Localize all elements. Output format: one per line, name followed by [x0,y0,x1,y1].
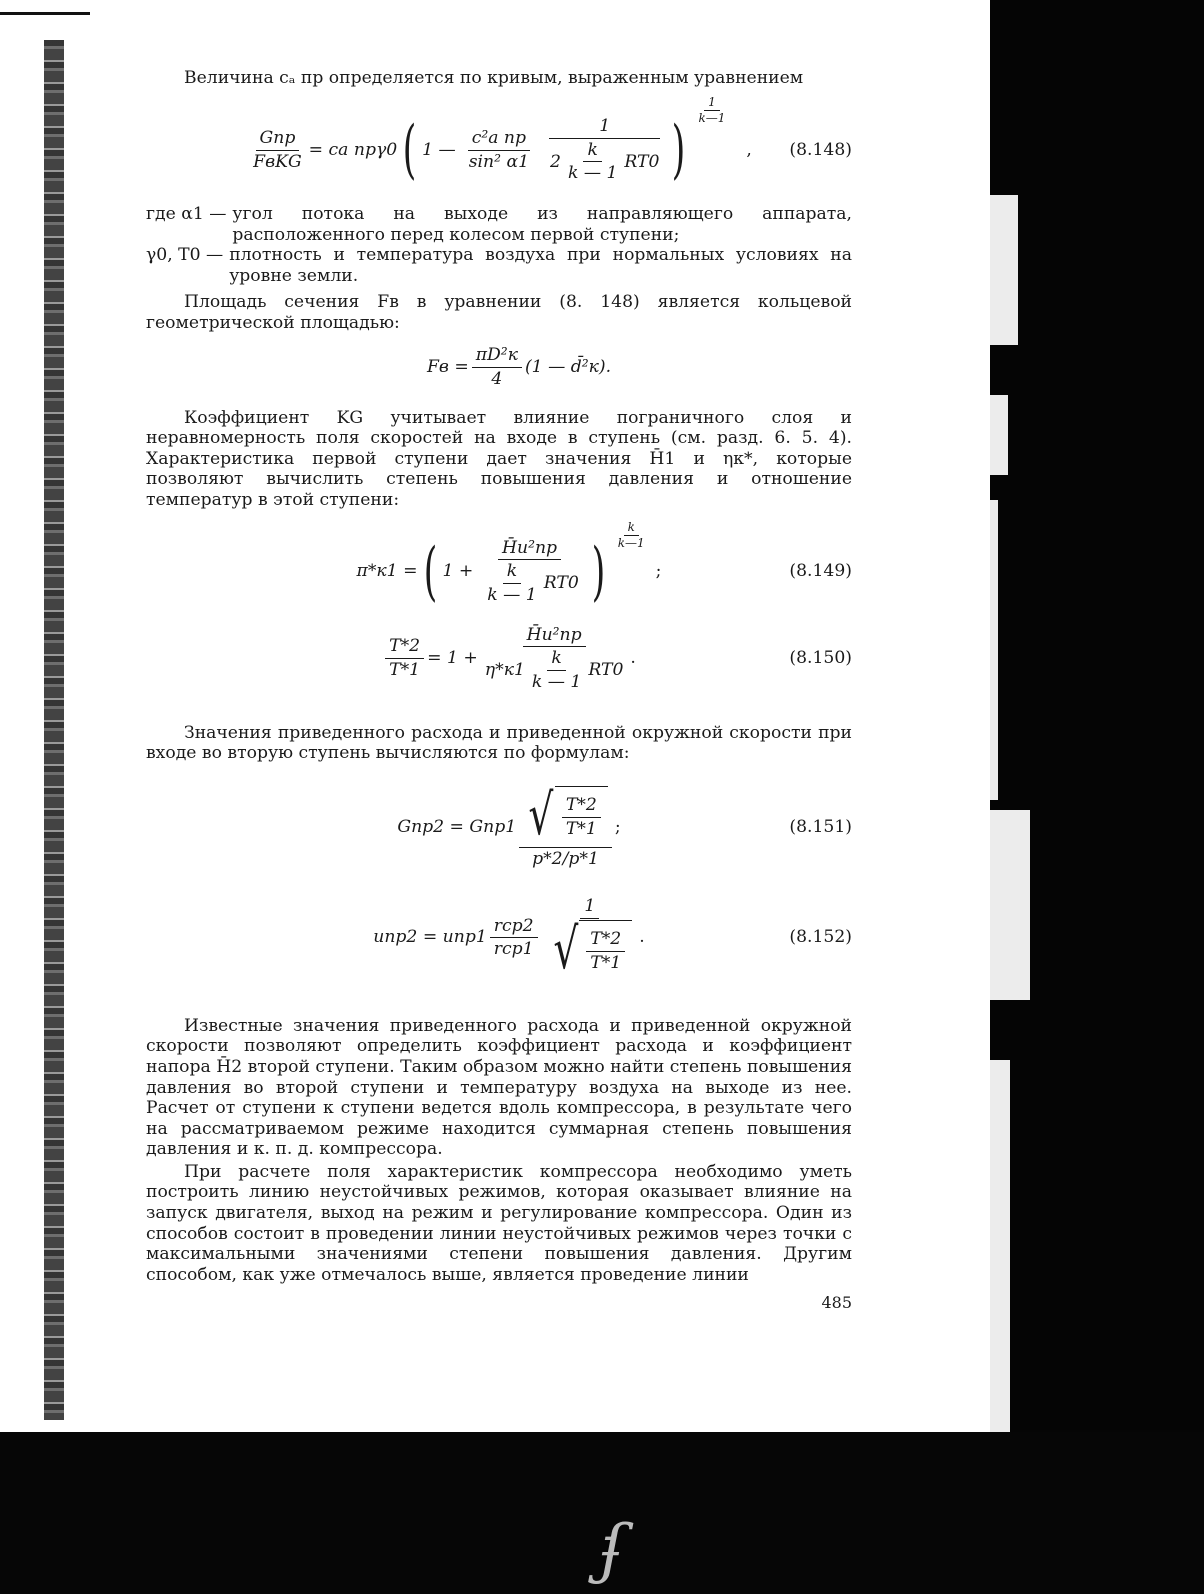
eq149-den [476,560,583,605]
eq149-number: (8.149) [789,561,852,582]
equation-8-152 [146,884,852,992]
eq152-t2: T*2 [586,929,625,952]
eq149-lparen: ( [423,534,437,609]
eq151-den: p*2/p*1 [532,848,599,869]
eqfv-lhs: Fв = [426,357,469,378]
eq148-factor: = cа прγ0 [308,139,398,160]
eq148-k-frac [564,140,621,184]
eq151-lhs: Gпр2 = Gпр1 [397,817,517,838]
eq148-two: 2 [550,151,561,172]
eq148-inv-den [546,139,663,184]
scan-right-dark-edge [990,0,1204,1480]
eq148-lhs [249,128,306,172]
eq151-number: (8.151) [789,817,852,838]
eq148-inv-num: 1 [549,116,660,139]
eq148-rparen: ) [672,113,686,187]
eq152-under [579,920,632,980]
eq148-exponent [694,96,729,125]
equation-8-150 [146,621,852,697]
where-1-label: где α1 — [146,204,227,224]
eq152-t-frac [586,929,625,973]
eq151-t1: T*1 [565,818,597,839]
paragraph-1: Величина cₐ пр определяется по кривым, выраженным уравнением [184,68,804,88]
eq150-eq: = 1 + [427,648,478,669]
paragraph-5: Известные значения приведенного расхода и приведенной окружной скорости позволяют определить коэффициент расхода и коэффициент напора H̄2 второй ступени. Таким образом можно найти степень повышения давления во второй ступени и температуру воздуха на выходе из нее. Расчет от ступени к ступени ведется вдоль компрессора, в результате чего на рассматриваемом режиме находится суммарная степень повышения давления и к. п. д. компрессора. [146,1015,853,1160]
scan-binding-edge [44,40,64,1420]
eq151-t-frac [562,795,601,839]
where-2-text: плотность и температура воздуха при нормальных условиях на уровне земли. [229,245,852,286]
equation-8-149 [146,519,852,619]
eq148-lhs-num: Gпр [256,128,300,151]
eq148-inv-frac [546,116,663,184]
eq148-exp-den: k—1 [698,111,726,125]
eqfv-den: 4 [491,369,503,390]
eq149-num: H̄u²пр [498,538,561,561]
eq152-r-frac [490,916,538,960]
eq148-lhs-den: FвKG [253,151,302,172]
eq148-sin-den: sin² α1 [468,151,530,172]
eq152-r-num: rср2 [490,916,538,939]
where-item-2 [146,245,852,286]
eq152-tail: . [639,927,645,948]
eq149-k-den: k — 1 [487,584,537,605]
eq150-eta: η*к1 [484,660,525,681]
eq148-exp-num: 1 [704,96,720,111]
eq151-sqrt [523,782,608,848]
sqrt-symbol-icon: √ [552,916,578,982]
eq151-frac [519,782,612,870]
eq149-k-frac [483,561,540,605]
eq150-k-num: k [547,648,565,671]
eq148-k-den: k — 1 [567,163,618,184]
paragraph-6: При расчете поля характеристик компрессора необходимо уметь построить линию неустойчивых режимов, которая оказывает влияние на запуск двигателя, выход на режим и регулирование компрессора. Один из способов состоит в проведении линии неустойчивых режимов через точки с максимальными значениями степени повышения давления. Другим способом, как уже отмечалось выше, является проведение линии [146,1161,852,1285]
where-1-text: угол потока на выходе из направляющего аппарата, расположенного перед колесом первой ступени; [232,204,852,245]
scan-edge-mark [0,12,90,15]
eq152-one: 1 [580,896,599,919]
eq150-den [481,647,628,692]
sqrt-symbol-icon: √ [528,782,554,848]
eq151-tail: ; [614,817,621,838]
eq149-exponent [614,521,649,550]
eq150-lhs-num: T*2 [385,636,424,659]
eq150-number: (8.150) [789,648,852,669]
eq150-num: H̄u²пр [523,625,586,648]
paragraph-4: Значения приведенного расхода и приведенной окружной скорости при входе во вторую ступень вычисляются по формулам: [146,722,852,764]
eq148-k-num: k [583,140,601,163]
eq148-number: (8.148) [789,139,852,160]
eq150-frac [481,625,628,693]
eq149-rt0: RT0 [543,573,579,594]
eq148-one: 1 — [422,139,456,160]
eq150-k-den: k — 1 [531,671,582,692]
eq151-num [519,782,612,848]
equation-fv [146,340,852,396]
eq151-t2: T*2 [562,795,601,818]
eqfv-rest: (1 — d̄²к). [524,357,612,378]
scan-notch [990,395,1008,475]
eq152-lhs: uпр2 = uпр1 [373,927,487,948]
eq148-tail: , [746,139,752,160]
page-number: 485 [821,1293,852,1313]
page-body [146,68,852,1323]
eq152-den [544,916,637,982]
eq151-under [555,786,608,846]
scan-notch [990,500,998,800]
eq149-one: 1 + [442,561,474,582]
eq150-tail: . [630,648,636,669]
scan-notch [990,810,1030,1000]
eq149-rparen: ) [591,534,606,609]
eq152-frac [544,896,637,980]
where-2-label: γ0, T0 — [146,245,224,266]
scan-notch [990,1060,1010,1480]
page-footer [146,1293,852,1323]
eq149-exp-num: k [624,521,639,536]
eq149-tail: ; [655,561,662,582]
eq148-c-num: c²а пр [468,128,530,151]
eq150-k-frac [528,648,585,692]
eqfv-num: πD²к [472,345,522,368]
paragraph-2: Площадь сечения Fв в уравнении (8. 148) является кольцевой геометрической площадью: [146,292,852,333]
eq150-lhs [385,636,424,680]
eq152-r-den: rср1 [493,939,534,960]
where-item-1 [146,204,852,245]
eqfv-frac [472,345,522,389]
eq152-number: (8.152) [789,927,852,948]
eq148-rt0: RT0 [624,151,660,172]
paragraph-3: Коэффициент KG учитывает влияние пограничного слоя и неравномерность поля скоростей на входе в ступень (см. разд. 6. 5. 4). Характеристика первой ступени дает значения H̄1 и ηк*, которые позволяют вычислить степень повышения давления и отношение температур в этой ступени: [146,407,852,510]
scan-notch [990,195,1018,345]
eq152-t1: T*1 [590,952,622,973]
eq150-rt0: RT0 [588,660,624,681]
eq152-sqrt [548,916,633,982]
handwritten-mark: ʄ [600,1512,624,1586]
equation-8-151 [146,774,852,882]
eq149-exp-den: k—1 [617,535,645,550]
eq148-lparen: ( [402,113,417,187]
eq149-lhs: π*к1 = [356,561,418,582]
eq149-k-num: k [503,561,521,584]
eq150-lhs-den: T*1 [389,660,421,681]
equation-8-148 [146,95,852,198]
eq148-c-frac [465,128,533,172]
eq149-frac [476,538,583,606]
